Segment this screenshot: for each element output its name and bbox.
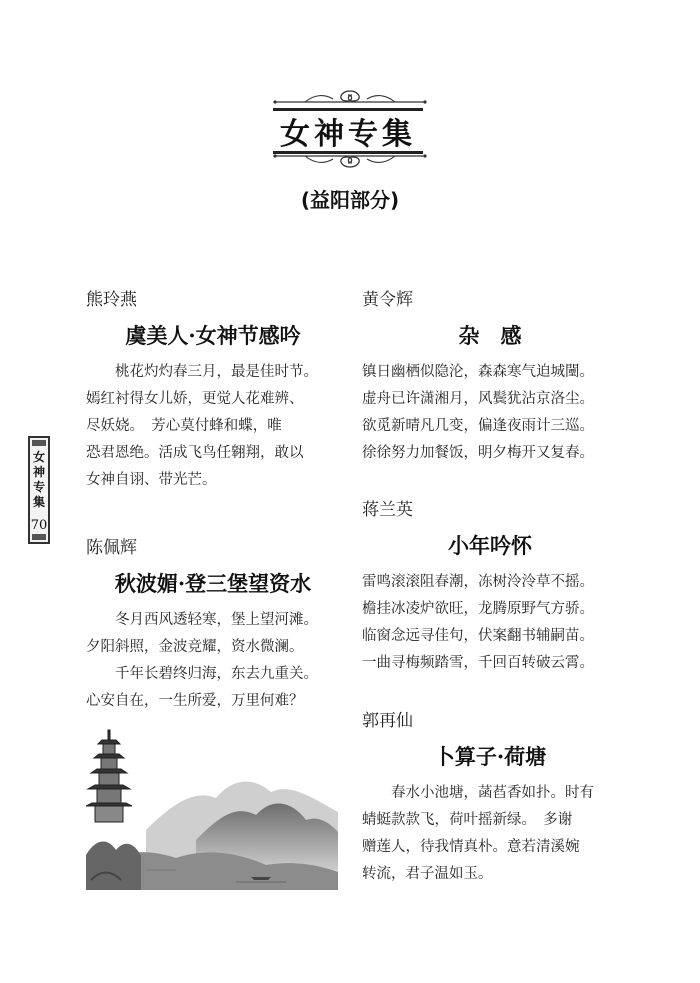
header-title: 女神专集 [280,117,416,152]
poem-line: 恐君恩绝。活成飞鸟任翱翔，敢以 [86,445,304,461]
poem-title: 虞美人·女神节感吟 [125,323,301,348]
poem-author: 陈佩辉 [86,538,137,558]
poem-line: 千年长碧终归海，东去九重关。 [115,666,318,682]
poem-title: 卜算子·荷塘 [433,744,547,769]
poem-line: 夕阳斜照，金波竞耀，资水微澜。 [86,639,304,655]
poem-line: 嫣红衬得女儿娇，更觉人花难辨、 [86,391,304,407]
poem-line: 蜻蜓款款飞，荷叶摇新绿。 多谢 [362,812,573,828]
poem-line: 转流，君子温如玉。 [362,866,493,882]
poem-block-huang [362,289,618,467]
tab-decoration [32,534,46,540]
poem-title: 小年吟怀 [448,533,532,558]
poem-line: 春水小池塘，菡萏香如扑。时有 [391,785,594,801]
poem-line: 虚舟已许潇湘月，风鬓犹沾京洛尘。 [362,391,594,407]
poem-line: 临窗念远寻佳句，伏案翻书辅嗣苗。 [362,628,594,644]
poem-block-guo [362,710,618,888]
poem-line: 檐挂冰凌炉欲旺，龙腾原野气方骄。 [362,601,594,617]
side-tab-label: 女神专集 [32,450,45,509]
poem-author: 熊玲燕 [86,290,137,310]
poem-line: 尽妖娆。 芳心莫付蜂和蝶，唯 [86,418,282,434]
poem-line: 冬月西风透轻寒，堡上望河滩。 [115,612,318,628]
header-ornament [245,88,455,170]
poem-line: 赠莲人，待我情真朴。意若清溪婉 [362,839,580,855]
poem-line: 雷鸣滚滚阻春潮，冻树泠泠草不摇。 [362,574,594,590]
poem-line: 心安自在，一生所爱，万里何难？ [86,693,304,709]
poem-author: 郭再仙 [362,711,413,731]
poem-title: 杂 感 [458,323,522,348]
tab-decoration [32,440,46,446]
header-title-box [273,108,423,154]
scroll-ornament-icon [245,88,455,108]
poem-line: 桃花灼灼春三月，最是佳时节。 [115,364,318,380]
poem-line: 一曲寻梅频踏雪，千回百转破云霄。 [362,655,594,671]
poem-title: 秋波媚·登三堡望资水 [114,571,312,596]
poem-block-xiong [86,289,340,494]
poem-block-chen [86,537,340,715]
section-subtitle: (益阳部分) [300,188,400,212]
poem-author: 蒋兰英 [362,500,413,520]
poem-author: 黄令辉 [362,290,413,310]
poem-block-jiang [362,499,618,677]
ink-landscape-pagoda-illustration [86,720,338,890]
page-number: 70 [30,518,48,533]
poem-line: 徐徐努力加餐饭，明夕梅开又复春。 [362,445,594,461]
poem-line: 欲觅新晴凡几变，偏逢夜雨计三巡。 [362,418,594,434]
poem-line: 女神自诩、带光芒。 [86,472,217,488]
page-side-tab [28,436,50,544]
scroll-ornament-icon [245,150,455,170]
poem-line: 镇日幽栖似隐沦，森森寒气迫城闉。 [362,364,594,380]
